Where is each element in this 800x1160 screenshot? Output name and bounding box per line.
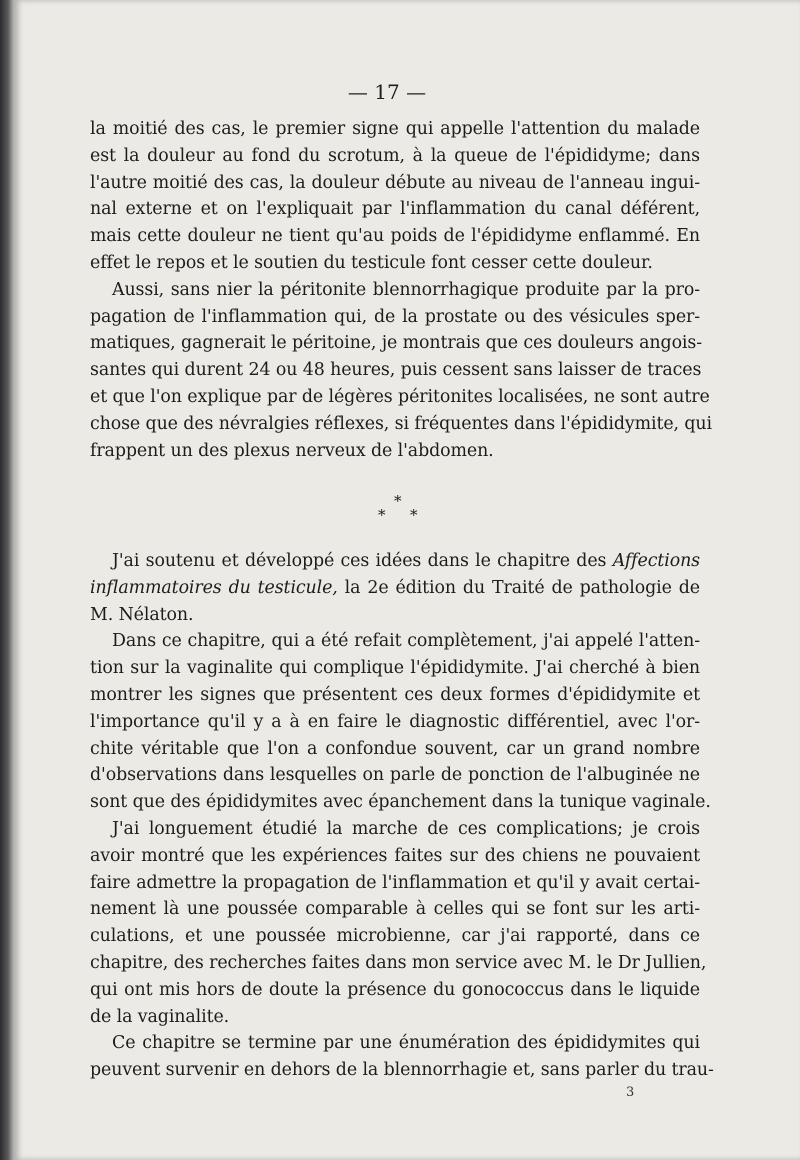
- text-line: culations, et une poussée microbienne, car j'ai rapporté, dans ce: [90, 926, 700, 947]
- page-number: — 17 —: [347, 80, 427, 104]
- text-line: effet le repos et le soutien du testicule font cesser cette douleur.: [90, 252, 653, 273]
- text-line: l'importance qu'il y a à en faire le diagnostic différentiel, avec l'or-: [90, 711, 700, 732]
- italic-title-part: Affections: [612, 551, 700, 571]
- text-line: J'ai longuement étudié la marche de ces complications; je crois: [112, 818, 700, 839]
- book-page: [14, 0, 800, 1160]
- text-line: nement là une poussée comparable à celles qui se font sur les arti-: [90, 899, 700, 920]
- text-line: chite véritable que l'on a confondue souvent, car un grand nombre: [90, 738, 700, 759]
- text-line: pagation de l'inflammation qui, de la prostate ou des vésicules sper-: [90, 306, 700, 327]
- asterisk: *: [410, 506, 418, 524]
- text-line: de la vaginalite.: [90, 1006, 230, 1027]
- text-line: peuvent survenir en dehors de la blennorrhagie et, sans parler du trau-: [90, 1060, 714, 1081]
- text-line: d'observations dans lesquelles on parle de ponction de l'albuginée ne: [90, 765, 700, 786]
- text-run: J'ai soutenu et développé ces idées dans le chapitre des: [112, 551, 613, 571]
- text-line: et que l'on explique par de légères péritonites localisées, ne sont autre: [90, 386, 710, 407]
- paragraph-block-1: [90, 116, 712, 464]
- text-line: Ce chapitre se termine par une énumération des épididymites qui: [112, 1033, 700, 1054]
- asterism-separator: [364, 492, 444, 532]
- text-line: montrer les signes que présentent ces deux formes d'épididymite et: [90, 684, 700, 705]
- text-line: [90, 548, 700, 575]
- signature-mark: 3: [626, 1085, 635, 1100]
- text-line: matiques, gagnerait le péritoine, je montrais que ces douleurs angois-: [90, 333, 702, 354]
- text-line: est la douleur au fond du scrotum, à la queue de l'épididyme; dans: [90, 145, 700, 166]
- text-line: [90, 575, 700, 602]
- asterisk: *: [394, 492, 402, 510]
- text-line: avoir montré que les expériences faites sur des chiens ne pouvaient: [90, 845, 700, 866]
- text-line: chose que des névralgies réflexes, si fréquentes dans l'épididymite, qui: [90, 413, 712, 434]
- text-line: sont que des épididymites avec épanchement dans la tunique vaginale.: [90, 792, 711, 813]
- text-line: la moitié des cas, le premier signe qui appelle l'attention du malade: [90, 119, 700, 139]
- text-line: l'autre moitié des cas, la douleur débute au niveau de l'anneau ingui-: [90, 172, 700, 193]
- text-line: nal externe et on l'expliquait par l'inflammation du canal déférent,: [90, 199, 700, 220]
- text-line: frappent un des plexus nerveux de l'abdomen.: [90, 440, 494, 461]
- paragraph-block-2: [90, 548, 714, 1084]
- text-line: tion sur la vaginalite qui complique l'épididymite. J'ai cherché à bien: [90, 658, 700, 679]
- text-line: chapitre, des recherches faites dans mon service avec M. le Dr Jullien,: [90, 952, 707, 973]
- text-line: M. Nélaton.: [90, 604, 194, 625]
- asterisk: *: [378, 506, 386, 524]
- text-line: Dans ce chapitre, qui a été refait complètement, j'ai appelé l'atten-: [112, 631, 700, 652]
- text-line: Aussi, sans nier la péritonite blennorrhagique produite par la pro-: [112, 279, 700, 300]
- italic-title-part: inflammatoires du testicule,: [90, 577, 338, 598]
- text-line: qui ont mis hors de doute la présence du gonococcus dans le liquide: [90, 979, 700, 1000]
- text-run: la 2e édition du Traité de pathologie de: [337, 577, 700, 598]
- text-line: faire admettre la propagation de l'inflammation et qu'il y avait certai-: [90, 872, 700, 893]
- text-line: santes qui durent 24 ou 48 heures, puis cessent sans laisser de traces: [90, 360, 702, 381]
- text-line: mais cette douleur ne tient qu'au poids de l'épididyme enflammé. En: [90, 226, 700, 247]
